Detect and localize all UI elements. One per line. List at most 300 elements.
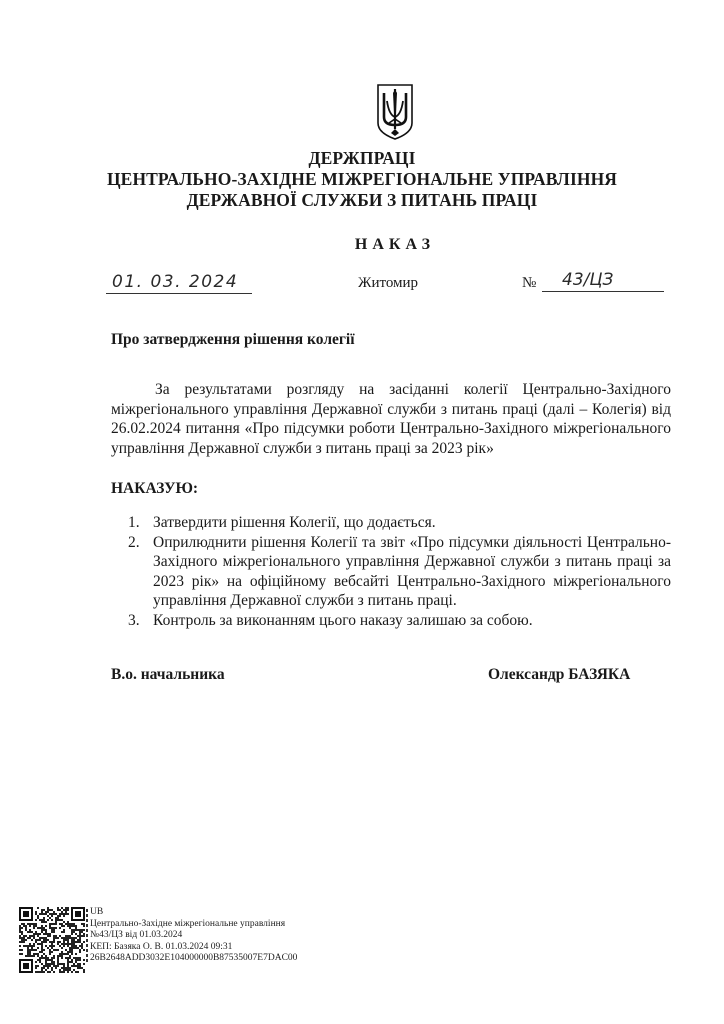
qr-module — [67, 943, 69, 945]
qr-module — [59, 945, 61, 947]
qr-module — [45, 933, 47, 935]
qr-module — [37, 933, 39, 935]
qr-module — [21, 933, 23, 935]
qr-module — [37, 907, 39, 909]
order-heading: НАКАЗУЮ: — [111, 480, 199, 497]
qr-module — [53, 955, 55, 957]
qr-module — [49, 933, 51, 935]
order-item-text: Контроль за виконанням цього наказу залишаю за собою. — [153, 611, 533, 629]
qr-module — [43, 909, 45, 911]
qr-module — [67, 965, 69, 967]
qr-module — [57, 965, 59, 967]
qr-module — [57, 963, 59, 965]
qr-module — [73, 939, 75, 941]
qr-module — [43, 965, 45, 967]
qr-module — [47, 915, 49, 917]
qr-module — [75, 959, 77, 961]
qr-module — [41, 931, 43, 933]
qr-module — [35, 971, 37, 973]
qr-module — [21, 949, 23, 951]
qr-module — [31, 945, 33, 947]
qr-module — [27, 947, 29, 949]
qr-module — [67, 967, 69, 969]
stamp-divider — [86, 909, 88, 964]
qr-module — [41, 921, 43, 923]
qr-module — [57, 917, 59, 919]
qr-module — [25, 927, 27, 929]
qr-module — [81, 931, 83, 933]
qr-module — [25, 929, 27, 931]
qr-module — [59, 915, 61, 917]
qr-module — [77, 939, 79, 941]
qr-module — [67, 957, 69, 959]
order-date-handwritten: 01. 03. 2024 — [106, 271, 252, 294]
qr-module — [23, 939, 25, 941]
stamp-line: №43/ЦЗ від 01.03.2024 — [90, 930, 183, 940]
qr-module — [61, 963, 63, 965]
qr-module — [47, 957, 49, 959]
qr-module — [63, 943, 65, 945]
qr-module — [35, 913, 37, 915]
qr-module — [59, 913, 61, 915]
qr-module — [59, 955, 61, 957]
qr-module — [51, 959, 53, 961]
qr-module — [71, 961, 73, 963]
qr-module — [41, 937, 43, 939]
qr-module — [59, 927, 61, 929]
qr-module — [61, 951, 63, 953]
qr-module — [25, 945, 27, 947]
qr-module — [43, 927, 45, 929]
qr-module — [45, 937, 47, 939]
qr-module — [47, 965, 49, 967]
qr-module — [51, 943, 53, 945]
qr-module — [57, 959, 59, 961]
qr-module — [49, 953, 51, 955]
qr-module — [47, 971, 49, 973]
qr-module — [75, 933, 77, 935]
qr-module — [41, 967, 43, 969]
qr-module — [35, 931, 37, 933]
qr-module — [33, 923, 35, 925]
qr-module — [35, 953, 37, 955]
qr-module — [69, 949, 71, 951]
qr-module — [33, 949, 35, 951]
qr-module — [33, 955, 35, 957]
qr-module — [27, 931, 29, 933]
qr-module — [41, 947, 43, 949]
qr-module — [67, 945, 69, 947]
qr-module — [41, 941, 43, 943]
qr-module — [51, 913, 53, 915]
document-type-title: НАКАЗ — [354, 236, 436, 253]
qr-module — [59, 923, 61, 925]
qr-module — [75, 957, 77, 959]
qr-module — [55, 917, 57, 919]
qr-module — [47, 947, 49, 949]
qr-module — [75, 953, 77, 955]
qr-module — [61, 925, 63, 927]
qr-module — [65, 943, 67, 945]
qr-module — [63, 971, 65, 973]
qr-module — [45, 961, 47, 963]
qr-module — [71, 971, 73, 973]
qr-module — [67, 907, 69, 909]
qr-module — [67, 913, 69, 915]
qr-module — [77, 967, 79, 969]
qr-module — [77, 957, 79, 959]
qr-module — [65, 913, 67, 915]
qr-module — [51, 941, 53, 943]
qr-module — [73, 969, 75, 971]
qr-module — [43, 941, 45, 943]
qr-module — [71, 965, 73, 967]
qr-module — [81, 935, 83, 937]
qr-module — [41, 971, 43, 973]
qr-module — [43, 929, 45, 931]
qr-module — [71, 929, 73, 931]
qr-module — [79, 939, 81, 941]
qr-module — [41, 949, 43, 951]
qr-module — [65, 935, 67, 937]
qr-module — [35, 967, 37, 969]
qr-module — [67, 971, 69, 973]
qr-module — [49, 959, 51, 961]
qr-module — [43, 957, 45, 959]
qr-module — [79, 951, 81, 953]
qr-module — [61, 971, 63, 973]
qr-module — [65, 937, 67, 939]
qr-module — [33, 953, 35, 955]
order-item-text: Затвердити рішення Колегії, що додається. — [153, 514, 436, 531]
qr-module — [63, 945, 65, 947]
qr-module — [53, 931, 55, 933]
qr-module — [49, 935, 51, 937]
qr-module — [69, 951, 71, 953]
qr-module — [57, 915, 59, 917]
qr-module — [41, 927, 43, 929]
qr-module — [41, 911, 43, 913]
qr-module — [27, 945, 29, 947]
qr-module — [81, 945, 83, 947]
qr-module — [39, 961, 41, 963]
qr-module — [79, 931, 81, 933]
qr-module — [33, 945, 35, 947]
qr-module — [45, 925, 47, 927]
qr-module — [83, 969, 85, 971]
qr-module — [31, 935, 33, 937]
qr-module — [69, 947, 71, 949]
qr-module — [69, 923, 71, 925]
qr-module — [51, 915, 53, 917]
qr-module — [29, 955, 31, 957]
qr-module — [69, 937, 71, 939]
qr-module — [35, 925, 37, 927]
qr-module — [45, 945, 47, 947]
qr-module — [43, 933, 45, 935]
qr-module — [83, 949, 85, 951]
qr-module — [65, 953, 67, 955]
qr-module — [45, 941, 47, 943]
qr-module — [59, 919, 61, 921]
qr-module — [47, 933, 49, 935]
qr-module — [43, 937, 45, 939]
qr-module — [67, 961, 69, 963]
qr-module — [51, 927, 53, 929]
qr-module — [59, 935, 61, 937]
qr-module — [51, 945, 53, 947]
signatory-position: В.о. начальника — [111, 666, 225, 683]
qr-module — [33, 937, 35, 939]
qr-module — [69, 955, 71, 957]
qr-module — [39, 937, 41, 939]
order-item — [128, 533, 671, 611]
qr-module — [51, 961, 53, 963]
qr-module — [61, 947, 63, 949]
qr-module — [47, 967, 49, 969]
order-item — [128, 611, 671, 631]
qr-module — [37, 927, 39, 929]
qr-module — [75, 927, 77, 929]
qr-module — [81, 943, 83, 945]
qr-module — [35, 941, 37, 943]
qr-module — [55, 927, 57, 929]
qr-module — [69, 943, 71, 945]
qr-module — [79, 959, 81, 961]
order-number-label: № — [522, 275, 537, 291]
qr-module — [73, 931, 75, 933]
qr-module — [59, 971, 61, 973]
qr-module — [21, 931, 23, 933]
qr-module — [71, 953, 73, 955]
qr-module — [81, 923, 83, 925]
qr-module — [35, 965, 37, 967]
qr-module — [67, 959, 69, 961]
qr-module — [19, 953, 21, 955]
qr-module — [49, 925, 51, 927]
qr-module — [53, 935, 55, 937]
qr-module — [39, 919, 41, 921]
qr-module — [29, 931, 31, 933]
qr-module — [43, 967, 45, 969]
qr-module — [57, 937, 59, 939]
qr-module — [77, 947, 79, 949]
qr-module — [61, 907, 63, 909]
order-meta-row — [0, 268, 724, 298]
qr-module — [31, 931, 33, 933]
qr-module — [21, 937, 23, 939]
qr-module — [81, 967, 83, 969]
qr-module — [61, 923, 63, 925]
qr-module — [71, 947, 73, 949]
qr-module — [71, 931, 73, 933]
qr-module — [69, 961, 71, 963]
qr-module — [35, 933, 37, 935]
agency-name-line-1: ЦЕНТРАЛЬНО-ЗАХІДНЕ МІЖРЕГІОНАЛЬНЕ УПРАВЛІННЯ — [106, 169, 618, 189]
qr-module — [51, 957, 53, 959]
order-item-number: 3. — [128, 611, 140, 629]
qr-module — [39, 959, 41, 961]
qr-module — [39, 939, 41, 941]
qr-module — [19, 935, 21, 937]
qr-module — [41, 943, 43, 945]
qr-module — [51, 931, 53, 933]
qr-module — [39, 913, 41, 915]
qr-module — [23, 941, 25, 943]
qr-module — [65, 969, 67, 971]
qr-module — [71, 943, 73, 945]
qr-module — [41, 919, 43, 921]
qr-module — [77, 963, 79, 965]
qr-module — [71, 959, 73, 961]
qr-module — [51, 963, 53, 965]
qr-module — [25, 935, 27, 937]
trident-emblem-icon — [375, 83, 415, 141]
qr-module — [49, 963, 51, 965]
qr-module — [63, 941, 65, 943]
qr-module — [77, 971, 79, 973]
qr-module — [69, 935, 71, 937]
qr-module — [79, 935, 81, 937]
qr-module — [61, 919, 63, 921]
qr-module — [47, 907, 49, 909]
qr-module — [73, 947, 75, 949]
qr-module — [35, 961, 37, 963]
qr-module — [73, 945, 75, 947]
qr-module — [43, 949, 45, 951]
qr-module — [45, 921, 47, 923]
qr-module — [19, 945, 21, 947]
qr-module — [33, 933, 35, 935]
qr-module — [67, 951, 69, 953]
qr-module — [35, 911, 37, 913]
qr-module — [83, 925, 85, 927]
qr-module — [45, 957, 47, 959]
qr-module — [43, 921, 45, 923]
qr-module — [67, 963, 69, 965]
qr-module — [61, 913, 63, 915]
qr-module — [71, 925, 73, 927]
qr-module — [39, 933, 41, 935]
qr-module — [37, 939, 39, 941]
qr-module — [69, 969, 71, 971]
qr-module — [69, 925, 71, 927]
qr-module — [19, 929, 21, 931]
qr-module — [41, 955, 43, 957]
qr-module — [27, 953, 29, 955]
qr-module — [47, 935, 49, 937]
qr-module — [71, 937, 73, 939]
qr-module — [29, 949, 31, 951]
qr-module — [83, 971, 85, 973]
qr-module — [79, 937, 81, 939]
qr-module — [83, 933, 85, 935]
qr-module — [43, 939, 45, 941]
qr-module — [79, 949, 81, 951]
qr-module — [67, 909, 69, 911]
qr-module — [75, 937, 77, 939]
qr-module — [65, 907, 67, 909]
qr-module — [51, 909, 53, 911]
qr-module — [21, 941, 23, 943]
qr-module — [19, 931, 21, 933]
qr-module — [49, 927, 51, 929]
qr-module — [31, 947, 33, 949]
qr-module — [27, 937, 29, 939]
qr-module — [79, 963, 81, 965]
qr-module — [69, 957, 71, 959]
qr-module — [47, 909, 49, 911]
order-item-text: Оприлюднити рішення Колегії та звіт «Про підсумки діяльності Центрально-Західного міжрегіонального управління Державної служби з питань праці за 2023 рік» на офіційному вебсайті Центрально-Західного міжрегіонального управління Державної служби з питань праці. — [153, 533, 671, 609]
qr-module — [33, 935, 35, 937]
qr-module — [77, 929, 79, 931]
qr-code-icon — [19, 907, 85, 973]
qr-module — [49, 923, 51, 925]
preamble-paragraph: За результатами розгляду на засіданні колегії Центрально-Західного міжрегіонального управління Державної служби з питань праці (далі – Колегія) від 26.02.2024 питання «Про підсумки роботи Центрально-Західного міжрегіонального управління Державної служби з питань праці за 2023 рік» — [111, 381, 671, 457]
qr-module — [35, 939, 37, 941]
qr-module — [45, 913, 47, 915]
qr-module — [63, 929, 65, 931]
qr-module — [67, 953, 69, 955]
qr-module — [73, 937, 75, 939]
qr-module — [37, 971, 39, 973]
qr-module — [53, 945, 55, 947]
qr-module — [63, 909, 65, 911]
order-item-number: 1. — [128, 514, 140, 531]
qr-module — [79, 941, 81, 943]
qr-module — [67, 937, 69, 939]
qr-module — [65, 949, 67, 951]
qr-module — [37, 953, 39, 955]
qr-module — [29, 923, 31, 925]
qr-module — [53, 929, 55, 931]
qr-module — [29, 953, 31, 955]
qr-module — [53, 961, 55, 963]
qr-module — [37, 915, 39, 917]
qr-module — [31, 955, 33, 957]
qr-module — [37, 959, 39, 961]
qr-module — [49, 909, 51, 911]
qr-module — [43, 953, 45, 955]
qr-module — [31, 939, 33, 941]
qr-module — [71, 949, 73, 951]
qr-module — [45, 911, 47, 913]
qr-module — [37, 947, 39, 949]
qr-module — [47, 963, 49, 965]
qr-module — [83, 963, 85, 965]
qr-module — [41, 925, 43, 927]
qr-module — [59, 941, 61, 943]
qr-module — [51, 969, 53, 971]
qr-module — [73, 963, 75, 965]
qr-module — [29, 943, 31, 945]
qr-module — [57, 961, 59, 963]
qr-module — [75, 971, 77, 973]
qr-module — [53, 923, 55, 925]
qr-module — [63, 967, 65, 969]
qr-module — [29, 929, 31, 931]
qr-module — [83, 929, 85, 931]
qr-module — [57, 949, 59, 951]
qr-module — [29, 937, 31, 939]
qr-module — [27, 923, 29, 925]
qr-module — [79, 957, 81, 959]
qr-module — [65, 911, 67, 913]
order-city: Житомир — [358, 275, 419, 291]
qr-module — [57, 943, 59, 945]
qr-module — [37, 917, 39, 919]
qr-module — [81, 947, 83, 949]
